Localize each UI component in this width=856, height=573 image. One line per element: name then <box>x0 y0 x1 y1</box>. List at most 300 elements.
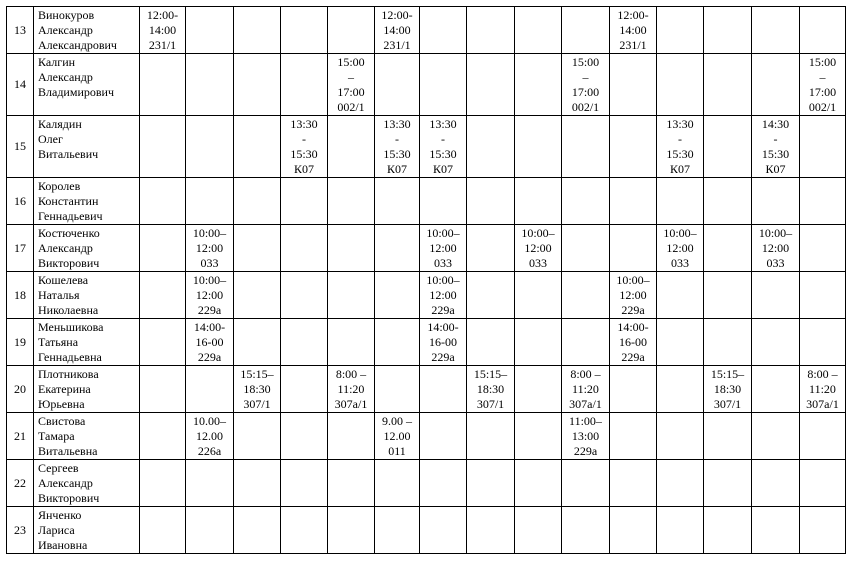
name-line: Екатерина <box>38 382 91 396</box>
schedule-cell <box>467 7 515 54</box>
slot-line: 229а <box>431 350 455 364</box>
schedule-cell <box>420 366 467 413</box>
schedule-cell <box>657 54 704 116</box>
schedule-cell <box>234 225 281 272</box>
schedule-cell <box>186 413 234 460</box>
slot-line: 10:00– <box>616 273 650 287</box>
slot-line: 15:30 <box>383 147 411 161</box>
slot-line: 10:00– <box>426 273 460 287</box>
teacher-name <box>34 54 140 116</box>
schedule-cell <box>704 178 752 225</box>
name-line: Витальевна <box>38 444 98 458</box>
teacher-name <box>34 413 140 460</box>
row-number: 19 <box>7 319 34 366</box>
schedule-cell <box>140 460 186 507</box>
teacher-name <box>34 366 140 413</box>
name-line: Викторович <box>38 256 100 270</box>
teacher-name <box>34 7 140 54</box>
teacher-name <box>34 178 140 225</box>
slot-line: К07 <box>386 162 407 176</box>
schedule-cell <box>328 178 375 225</box>
schedule-body <box>7 7 846 554</box>
schedule-cell <box>657 460 704 507</box>
table-row <box>7 272 846 319</box>
name-line: Александр <box>38 476 93 490</box>
name-line: Викторович <box>38 491 100 505</box>
schedule-cell <box>281 319 328 366</box>
schedule-cell <box>420 7 467 54</box>
schedule-cell <box>467 272 515 319</box>
slot-line: К07 <box>293 162 314 176</box>
slot-line: 12:00 <box>761 241 790 255</box>
schedule-cell <box>562 460 610 507</box>
schedule-cell <box>610 366 657 413</box>
schedule-cell <box>375 116 420 178</box>
schedule-cell <box>140 7 186 54</box>
slot-line: 17:00 <box>571 85 600 99</box>
schedule-cell <box>328 366 375 413</box>
schedule-cell <box>234 507 281 554</box>
schedule-cell <box>610 272 657 319</box>
schedule-cell <box>610 319 657 366</box>
schedule-cell <box>562 178 610 225</box>
slot-line: – <box>348 70 354 84</box>
schedule-cell <box>704 272 752 319</box>
slot-line: 13:30 <box>290 117 318 131</box>
schedule-cell <box>234 116 281 178</box>
name-line: Костюченко <box>38 226 100 240</box>
schedule-cell <box>752 366 800 413</box>
slot-line: 12:00 <box>619 288 647 302</box>
row-number: 14 <box>7 54 34 116</box>
slot-line: 229а <box>621 303 645 317</box>
schedule-cell <box>375 366 420 413</box>
name-line: Александр <box>38 23 93 37</box>
schedule-cell <box>328 272 375 319</box>
schedule-cell <box>140 366 186 413</box>
slot-line: 033 <box>434 256 452 270</box>
schedule-cell <box>610 54 657 116</box>
slot-line: 17:00 <box>808 85 837 99</box>
slot-line: 12:00 <box>195 288 224 302</box>
table-row <box>7 460 846 507</box>
schedule-cell <box>752 54 800 116</box>
slot-line: 033 <box>200 256 219 270</box>
name-line: Татьяна <box>38 335 79 349</box>
slot-line: 307/1 <box>243 397 271 411</box>
schedule-cell <box>375 272 420 319</box>
schedule-cell <box>234 366 281 413</box>
slot-line: 13:30 <box>383 117 411 131</box>
name-line: Калгин <box>38 55 76 69</box>
slot-line: 11:20 <box>809 382 836 396</box>
schedule-cell <box>657 319 704 366</box>
table-row <box>7 507 846 554</box>
slot-line: - <box>678 132 682 146</box>
slot-line: 14:00- <box>193 320 226 334</box>
slot-line: 18:30 <box>476 382 505 396</box>
name-line: Геннадьевна <box>38 350 102 364</box>
slot-line: 033 <box>529 256 547 270</box>
name-line: Наталья <box>38 288 80 302</box>
slot-line: 307а/1 <box>806 397 839 411</box>
name-line: Ивановна <box>38 538 88 552</box>
slot-line: – <box>819 70 826 84</box>
slot-line: 13:30 <box>429 117 457 131</box>
schedule-cell <box>328 319 375 366</box>
schedule-cell <box>186 272 234 319</box>
slot-line: 14:00 <box>383 23 411 37</box>
schedule-cell <box>704 116 752 178</box>
slot-line: 12:00- <box>146 8 179 22</box>
schedule-cell <box>281 460 328 507</box>
schedule-cell <box>610 7 657 54</box>
slot-line: 229а <box>621 350 645 364</box>
schedule-cell <box>515 272 562 319</box>
name-line: Александрович <box>38 38 117 52</box>
slot-line: 10.00– <box>193 414 226 428</box>
schedule-cell <box>657 178 704 225</box>
schedule-table <box>6 6 846 554</box>
slot-line: - <box>302 132 306 146</box>
schedule-cell <box>375 507 420 554</box>
slot-line: 15:15– <box>473 367 508 381</box>
schedule-cell <box>140 178 186 225</box>
name-line: Николаевна <box>38 303 99 317</box>
schedule-cell <box>752 413 800 460</box>
table-row <box>7 54 846 116</box>
slot-line: К07 <box>669 162 690 176</box>
schedule-cell <box>704 413 752 460</box>
schedule-cell <box>752 460 800 507</box>
slot-line: 231/1 <box>148 38 177 52</box>
schedule-cell <box>800 7 846 54</box>
schedule-cell <box>281 366 328 413</box>
schedule-cell <box>328 116 375 178</box>
slot-line: 229а <box>197 303 222 317</box>
slot-line: – <box>582 70 589 84</box>
slot-line: 002/1 <box>808 100 837 114</box>
schedule-cell <box>140 54 186 116</box>
slot-line: 002/1 <box>337 100 365 114</box>
row-number: 21 <box>7 413 34 460</box>
table-row <box>7 116 846 178</box>
slot-line: 14:00 <box>148 23 177 37</box>
schedule-cell <box>420 507 467 554</box>
slot-line: 12:00- <box>617 8 649 22</box>
teacher-name <box>34 116 140 178</box>
schedule-cell <box>704 7 752 54</box>
schedule-cell <box>515 413 562 460</box>
row-number: 22 <box>7 460 34 507</box>
schedule-cell <box>800 54 846 116</box>
schedule-cell <box>704 366 752 413</box>
schedule-cell <box>562 272 610 319</box>
schedule-cell <box>562 366 610 413</box>
schedule-cell <box>610 460 657 507</box>
schedule-cell <box>467 319 515 366</box>
slot-line: 307а/1 <box>334 397 368 411</box>
slot-line: 9.00 – <box>382 414 412 428</box>
slot-line: 12:00 <box>524 241 552 255</box>
schedule-cell <box>140 413 186 460</box>
slot-line: 12:00 <box>666 241 694 255</box>
slot-line: 11:20 <box>572 382 599 396</box>
slot-line: 10:00– <box>663 226 697 240</box>
schedule-cell <box>281 225 328 272</box>
slot-line: 307а/1 <box>569 397 602 411</box>
schedule-cell <box>515 366 562 413</box>
slot-line: 18:30 <box>243 382 271 396</box>
schedule-cell <box>562 7 610 54</box>
slot-line: 10:00– <box>521 226 555 240</box>
schedule-cell <box>467 178 515 225</box>
slot-line: 18:30 <box>713 382 742 396</box>
slot-line: 10:00– <box>192 226 227 240</box>
schedule-cell <box>140 225 186 272</box>
schedule-cell <box>704 507 752 554</box>
row-number: 16 <box>7 178 34 225</box>
slot-line: 8:00 – <box>807 367 838 381</box>
schedule-cell <box>281 413 328 460</box>
schedule-cell <box>140 272 186 319</box>
slot-line: 15:30 <box>666 147 694 161</box>
schedule-cell <box>515 225 562 272</box>
slot-line: 8:00 – <box>570 367 601 381</box>
schedule-cell <box>281 116 328 178</box>
schedule-cell <box>140 319 186 366</box>
slot-line: 15:00 <box>808 55 837 69</box>
schedule-cell <box>657 366 704 413</box>
schedule-cell <box>657 272 704 319</box>
table-row <box>7 225 846 272</box>
schedule-cell <box>375 178 420 225</box>
schedule-cell <box>420 319 467 366</box>
schedule-cell <box>375 413 420 460</box>
slot-line: 231/1 <box>383 38 411 52</box>
schedule-cell <box>800 460 846 507</box>
slot-line: 16-00 <box>429 335 457 349</box>
schedule-cell <box>375 460 420 507</box>
schedule-cell <box>420 413 467 460</box>
schedule-cell <box>420 272 467 319</box>
slot-line: К07 <box>765 162 786 176</box>
slot-line: 8:00 – <box>335 367 367 381</box>
schedule-cell <box>186 116 234 178</box>
slot-line: 226а <box>197 444 222 458</box>
slot-line: - <box>395 132 399 146</box>
slot-line: 231/1 <box>619 38 647 52</box>
slot-line: 15:30 <box>429 147 457 161</box>
schedule-cell <box>610 413 657 460</box>
schedule-cell <box>800 366 846 413</box>
teacher-name <box>34 272 140 319</box>
schedule-cell <box>234 54 281 116</box>
row-number: 23 <box>7 507 34 554</box>
name-line: Плотникова <box>38 367 99 381</box>
schedule-cell <box>328 225 375 272</box>
table-row <box>7 366 846 413</box>
teacher-name <box>34 460 140 507</box>
schedule-cell <box>420 460 467 507</box>
slot-line: 229а <box>573 444 598 458</box>
schedule-cell <box>467 54 515 116</box>
slot-line: 229а <box>431 303 455 317</box>
schedule-cell <box>234 178 281 225</box>
schedule-cell <box>515 7 562 54</box>
name-line: Кошелева <box>38 273 89 287</box>
schedule-cell <box>420 54 467 116</box>
schedule-cell <box>328 507 375 554</box>
schedule-cell <box>562 507 610 554</box>
slot-line: 12.00 <box>383 429 411 443</box>
slot-line: 14:00- <box>427 320 459 334</box>
name-line: Винокуров <box>38 8 95 22</box>
schedule-cell <box>752 7 800 54</box>
schedule-cell <box>610 225 657 272</box>
schedule-cell <box>515 319 562 366</box>
schedule-cell <box>657 116 704 178</box>
name-line: Лариса <box>38 523 75 537</box>
schedule-cell <box>467 507 515 554</box>
schedule-cell <box>752 116 800 178</box>
slot-line: 17:00 <box>337 85 365 99</box>
schedule-cell <box>328 460 375 507</box>
schedule-cell <box>800 272 846 319</box>
name-line: Меньшикова <box>38 320 104 334</box>
slot-line: 033 <box>766 256 785 270</box>
row-number: 15 <box>7 116 34 178</box>
slot-line: 15:00 <box>571 55 600 69</box>
slot-line: 13:30 <box>666 117 694 131</box>
schedule-cell <box>420 116 467 178</box>
schedule-cell <box>800 116 846 178</box>
slot-line: 10:00– <box>192 273 227 287</box>
slot-line: 12:00 <box>195 241 224 255</box>
schedule-cell <box>467 413 515 460</box>
schedule-cell <box>752 272 800 319</box>
slot-line: 15:15– <box>240 367 274 381</box>
schedule-cell <box>704 319 752 366</box>
slot-line: 13:00 <box>571 429 600 443</box>
name-line: Олег <box>38 132 63 146</box>
schedule-cell <box>467 225 515 272</box>
slot-line: 307/1 <box>713 397 742 411</box>
schedule-cell <box>281 54 328 116</box>
teacher-name <box>34 319 140 366</box>
slot-line: 12:00- <box>381 8 413 22</box>
schedule-cell <box>657 7 704 54</box>
schedule-cell <box>515 178 562 225</box>
slot-line: 15:30 <box>761 147 790 161</box>
schedule-cell <box>515 507 562 554</box>
schedule-cell <box>610 178 657 225</box>
name-line: Константин <box>38 194 99 208</box>
schedule-cell <box>186 507 234 554</box>
name-line: Калядин <box>38 117 82 131</box>
schedule-cell <box>420 178 467 225</box>
schedule-cell <box>186 7 234 54</box>
schedule-cell <box>752 178 800 225</box>
schedule-cell <box>375 319 420 366</box>
table-row <box>7 178 846 225</box>
schedule-cell <box>752 319 800 366</box>
slot-line: 14:00- <box>617 320 649 334</box>
row-number: 17 <box>7 225 34 272</box>
name-line: Владимирович <box>38 85 114 99</box>
slot-line: К07 <box>432 162 453 176</box>
slot-line: 307/1 <box>476 397 505 411</box>
schedule-cell <box>704 54 752 116</box>
slot-line: 16-00 <box>619 335 647 349</box>
name-line: Свистова <box>38 414 86 428</box>
name-line: Тамара <box>38 429 75 443</box>
slot-line: 011 <box>388 444 406 458</box>
slot-line: 14:00 <box>619 23 647 37</box>
row-number: 13 <box>7 7 34 54</box>
schedule-cell <box>657 413 704 460</box>
schedule-cell <box>234 413 281 460</box>
table-row <box>7 413 846 460</box>
slot-line: - <box>441 132 445 146</box>
schedule-cell <box>281 7 328 54</box>
schedule-cell <box>562 54 610 116</box>
teacher-name <box>34 225 140 272</box>
schedule-cell <box>186 225 234 272</box>
schedule-cell <box>800 225 846 272</box>
schedule-cell <box>234 319 281 366</box>
schedule-cell <box>375 54 420 116</box>
schedule-cell <box>515 116 562 178</box>
schedule-cell <box>800 319 846 366</box>
schedule-cell <box>610 507 657 554</box>
teacher-name <box>34 507 140 554</box>
schedule-cell <box>375 7 420 54</box>
slot-line: 14:30 <box>761 117 790 131</box>
table-row <box>7 319 846 366</box>
schedule-cell <box>562 225 610 272</box>
schedule-cell <box>515 460 562 507</box>
schedule-cell <box>234 272 281 319</box>
slot-line: 15:00 <box>337 55 365 69</box>
schedule-cell <box>186 366 234 413</box>
schedule-cell <box>704 225 752 272</box>
schedule-cell <box>328 413 375 460</box>
schedule-cell <box>186 54 234 116</box>
schedule-cell <box>515 54 562 116</box>
slot-line: 033 <box>671 256 689 270</box>
slot-line: 11:00– <box>569 414 602 428</box>
name-line: Александр <box>38 70 93 84</box>
schedule-cell <box>234 7 281 54</box>
schedule-cell <box>562 116 610 178</box>
schedule-cell <box>140 116 186 178</box>
slot-line: 15:15– <box>710 367 745 381</box>
name-line: Юрьевна <box>38 397 85 411</box>
schedule-cell <box>752 507 800 554</box>
table-row <box>7 7 846 54</box>
schedule-cell <box>562 319 610 366</box>
schedule-cell <box>800 507 846 554</box>
schedule-cell <box>281 272 328 319</box>
slot-line: 229а <box>197 350 222 364</box>
schedule-cell <box>467 460 515 507</box>
schedule-cell <box>610 116 657 178</box>
slot-line: 11:20 <box>337 382 365 396</box>
schedule-cell <box>328 7 375 54</box>
schedule-cell <box>562 413 610 460</box>
row-number: 18 <box>7 272 34 319</box>
